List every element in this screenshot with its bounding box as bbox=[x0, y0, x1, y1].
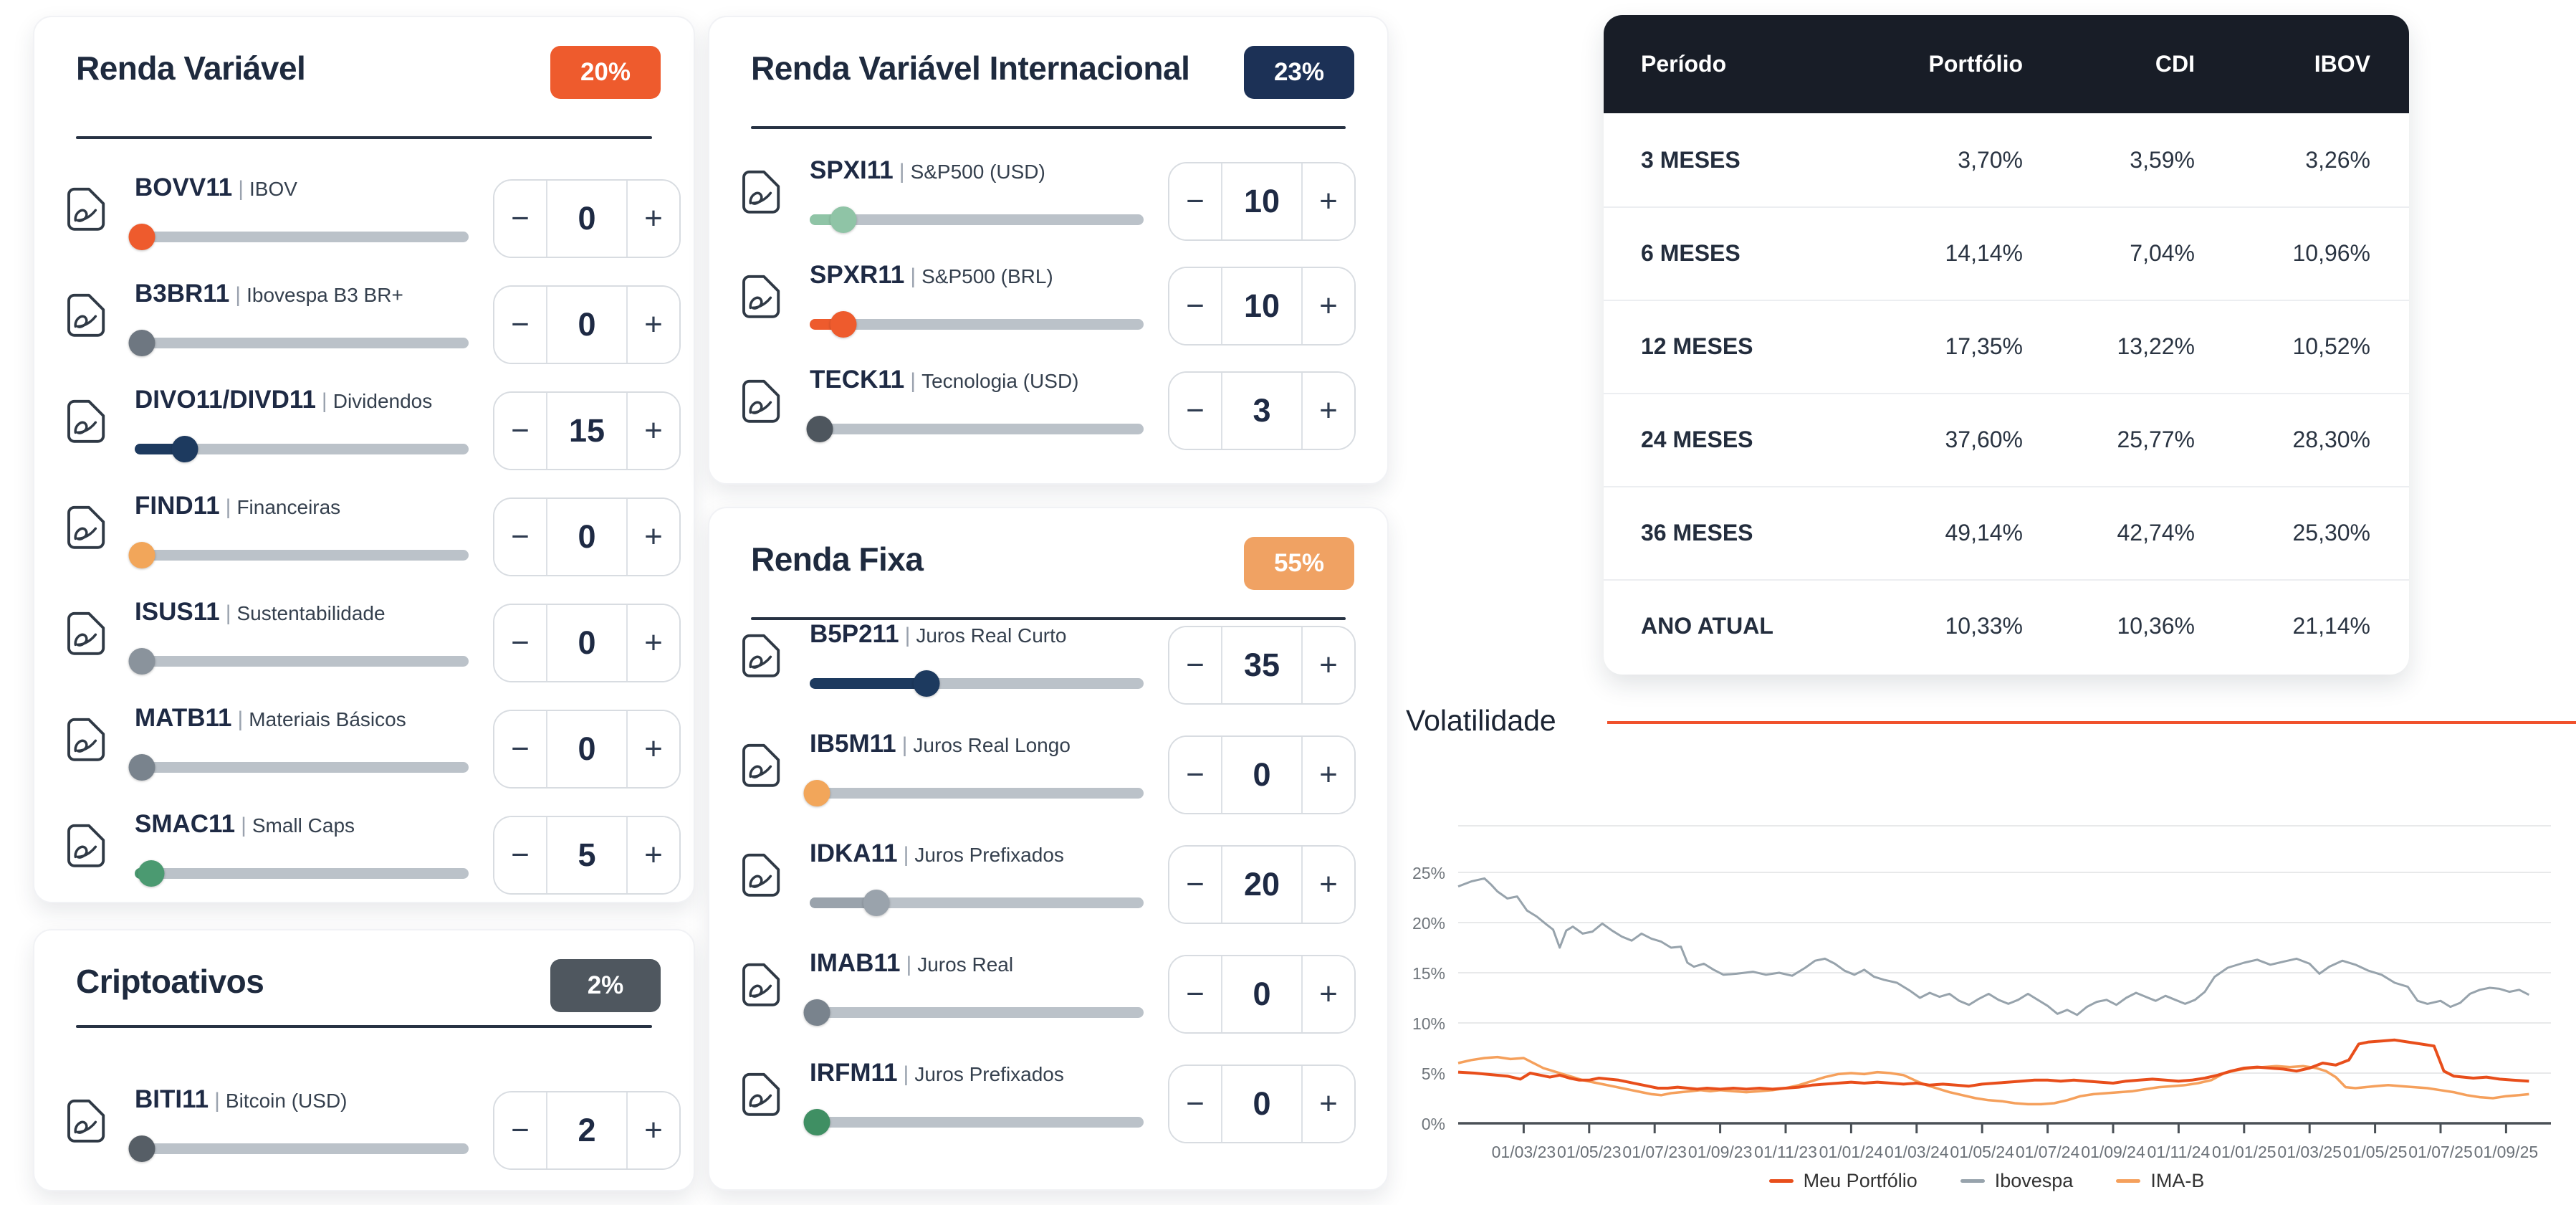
decrement-button[interactable]: − bbox=[494, 817, 546, 893]
card-divider bbox=[76, 1025, 652, 1028]
period-cell: ANO ATUAL bbox=[1641, 612, 1773, 639]
asset-label bbox=[135, 386, 432, 414]
allocation-value: 35 bbox=[1221, 627, 1303, 703]
quantity-stepper bbox=[1168, 1065, 1356, 1143]
label-separator: | bbox=[903, 1062, 909, 1086]
allocation-value: 10 bbox=[1221, 163, 1303, 239]
asset-ticker: IRFM11 bbox=[810, 1059, 898, 1087]
value-cell: 17,35% bbox=[1945, 333, 2023, 359]
label-separator: | bbox=[237, 708, 244, 731]
allocation-value: 0 bbox=[1221, 737, 1303, 813]
slider-thumb[interactable] bbox=[914, 670, 940, 697]
label-separator: | bbox=[910, 369, 916, 393]
slider-thumb[interactable] bbox=[129, 542, 155, 568]
asset-description: Sustentabilidade bbox=[236, 602, 386, 624]
value-cell: 10,33% bbox=[1945, 612, 2023, 639]
slider-track[interactable] bbox=[810, 424, 1144, 434]
asset-ticker: B3BR11 bbox=[135, 280, 230, 308]
decrement-button[interactable]: − bbox=[494, 1092, 546, 1168]
allocation-percent-badge: 2% bbox=[550, 959, 661, 1012]
decrement-button[interactable]: − bbox=[1169, 627, 1221, 703]
pdf-file-icon[interactable] bbox=[734, 1069, 784, 1119]
value-cell: 37,60% bbox=[1945, 426, 2023, 452]
asset-ticker: SMAC11 bbox=[135, 810, 236, 838]
slider-thumb[interactable] bbox=[129, 754, 155, 781]
period-cell: 24 MESES bbox=[1641, 426, 1753, 452]
asset-row-b5p211 bbox=[709, 614, 1387, 715]
pdf-file-icon[interactable] bbox=[59, 396, 109, 446]
slider-track[interactable] bbox=[135, 232, 469, 242]
allocation-value: 0 bbox=[546, 605, 628, 681]
quantity-stepper bbox=[1168, 267, 1356, 346]
allocation-percent-badge: 23% bbox=[1244, 46, 1354, 99]
slider-fill bbox=[810, 678, 927, 689]
asset-label bbox=[810, 949, 1013, 978]
label-separator: | bbox=[901, 733, 908, 757]
asset-description: Juros Real Longo bbox=[913, 734, 1071, 756]
value-cell: 42,74% bbox=[2117, 519, 2195, 546]
increment-button[interactable]: + bbox=[628, 817, 679, 893]
decrement-button[interactable]: − bbox=[1169, 268, 1221, 344]
chart-tick-label: 01/03/23 bbox=[1491, 1143, 1556, 1161]
asset-ticker: SPXI11 bbox=[810, 156, 894, 184]
column-header-per-odo: Período bbox=[1641, 51, 1727, 77]
value-cell: 10,96% bbox=[2292, 239, 2370, 266]
card-divider bbox=[751, 126, 1346, 129]
value-cell: 49,14% bbox=[1945, 519, 2023, 546]
asset-label bbox=[810, 261, 1053, 290]
allocation-slider[interactable] bbox=[810, 780, 1144, 806]
chart-tick-label: 0% bbox=[1421, 1115, 1445, 1133]
asset-label bbox=[135, 810, 355, 839]
pdf-file-icon[interactable] bbox=[59, 1095, 109, 1146]
increment-button[interactable]: + bbox=[628, 393, 679, 469]
value-cell: 7,04% bbox=[2130, 239, 2195, 266]
slider-track[interactable] bbox=[810, 319, 1144, 330]
asset-row-find11 bbox=[34, 486, 694, 586]
chart-tick-label: 01/11/24 bbox=[2147, 1143, 2211, 1161]
card-renda-vari-vel-internacional bbox=[708, 16, 1389, 485]
legend-item-ibovespa bbox=[1960, 1170, 2074, 1192]
series-meu-portf-lio bbox=[1458, 1040, 2529, 1090]
increment-button[interactable]: + bbox=[628, 181, 679, 257]
card-title: Renda Variável Internacional bbox=[751, 49, 1190, 87]
increment-button[interactable]: + bbox=[1303, 268, 1354, 344]
label-separator: | bbox=[910, 265, 916, 288]
slider-track[interactable] bbox=[135, 656, 469, 667]
allocation-slider[interactable] bbox=[810, 670, 1144, 696]
decrement-button[interactable]: − bbox=[494, 711, 546, 787]
asset-description: Juros Prefixados bbox=[914, 844, 1064, 866]
slider-thumb[interactable] bbox=[804, 780, 830, 806]
allocation-value: 0 bbox=[546, 499, 628, 575]
pdf-file-icon[interactable] bbox=[734, 376, 784, 426]
quantity-stepper bbox=[493, 1091, 681, 1170]
allocation-slider[interactable] bbox=[810, 416, 1144, 442]
allocation-percent-badge: 55% bbox=[1244, 537, 1354, 590]
asset-ticker: BITI11 bbox=[135, 1085, 209, 1113]
slider-thumb[interactable] bbox=[804, 999, 830, 1026]
label-separator: | bbox=[321, 389, 327, 413]
chart-tick-label: 01/01/24 bbox=[1819, 1143, 1884, 1161]
asset-description: Dividendos bbox=[332, 390, 433, 412]
asset-description: Juros Prefixados bbox=[914, 1063, 1064, 1085]
allocation-percent-badge: 20% bbox=[550, 46, 661, 99]
asset-label bbox=[135, 492, 340, 520]
increment-button[interactable]: + bbox=[1303, 627, 1354, 703]
asset-label bbox=[810, 366, 1079, 394]
legend-item-ima-b bbox=[2116, 1170, 2204, 1192]
volatility-accent-line bbox=[1607, 721, 2576, 724]
value-cell: 25,77% bbox=[2117, 426, 2195, 452]
asset-description: Small Caps bbox=[252, 814, 355, 837]
column-header-ibov: IBOV bbox=[2314, 51, 2370, 77]
allocation-value: 0 bbox=[1221, 1066, 1303, 1142]
slider-thumb[interactable] bbox=[129, 224, 155, 250]
asset-label bbox=[810, 839, 1064, 868]
quantity-stepper bbox=[1168, 371, 1356, 450]
value-cell: 3,59% bbox=[2130, 146, 2195, 173]
allocation-slider[interactable] bbox=[135, 224, 469, 249]
pdf-file-icon[interactable] bbox=[59, 502, 109, 552]
allocation-slider[interactable] bbox=[810, 999, 1144, 1025]
period-cell: 12 MESES bbox=[1641, 333, 1753, 359]
legend-color-dash bbox=[1769, 1179, 1794, 1183]
chart-tick-label: 20% bbox=[1412, 914, 1445, 933]
slider-thumb[interactable] bbox=[129, 648, 155, 675]
value-cell: 13,22% bbox=[2117, 333, 2195, 359]
asset-label bbox=[810, 730, 1071, 758]
quantity-stepper bbox=[493, 816, 681, 895]
period-cell: 36 MESES bbox=[1641, 519, 1753, 546]
card-criptoativos bbox=[33, 929, 695, 1191]
slider-thumb[interactable] bbox=[138, 860, 165, 887]
chart-tick-label: 01/07/24 bbox=[2015, 1143, 2080, 1161]
increment-button[interactable]: + bbox=[628, 605, 679, 681]
asset-row-ib5m11 bbox=[709, 724, 1387, 824]
label-separator: | bbox=[903, 843, 909, 867]
allocation-slider[interactable] bbox=[135, 754, 469, 780]
allocation-value: 0 bbox=[1221, 956, 1303, 1032]
slider-track[interactable] bbox=[135, 868, 469, 879]
asset-row-matb11 bbox=[34, 698, 694, 799]
asset-label bbox=[810, 1059, 1064, 1087]
legend-label: Meu Portfólio bbox=[1803, 1170, 1917, 1191]
label-separator: | bbox=[899, 160, 905, 184]
decrement-button[interactable]: − bbox=[1169, 1066, 1221, 1142]
card-title: Renda Variável bbox=[76, 49, 306, 87]
legend-item-meu-portf-lio bbox=[1769, 1170, 1917, 1192]
allocation-slider[interactable] bbox=[135, 330, 469, 356]
asset-ticker: MATB11 bbox=[135, 704, 232, 732]
slider-track[interactable] bbox=[135, 550, 469, 561]
asset-description: Juros Real bbox=[917, 953, 1014, 976]
chart-tick-label: 01/07/25 bbox=[2408, 1143, 2473, 1161]
slider-thumb[interactable] bbox=[172, 436, 198, 462]
asset-label bbox=[135, 173, 297, 202]
asset-description: Bitcoin (USD) bbox=[225, 1090, 348, 1112]
chart-tick-label: 5% bbox=[1421, 1065, 1445, 1083]
quantity-stepper bbox=[493, 497, 681, 576]
quantity-stepper bbox=[1168, 735, 1356, 814]
asset-description: Financeiras bbox=[236, 496, 341, 518]
slider-track[interactable] bbox=[810, 788, 1144, 799]
allocation-slider[interactable] bbox=[135, 1135, 469, 1161]
asset-ticker: IMAB11 bbox=[810, 949, 901, 977]
increment-button[interactable]: + bbox=[628, 1092, 679, 1168]
slider-track[interactable] bbox=[135, 338, 469, 348]
performance-table bbox=[1604, 15, 2409, 675]
asset-row-divo11-divd11 bbox=[34, 380, 694, 480]
chart-tick-label: 01/09/24 bbox=[2081, 1143, 2145, 1161]
chart-legend bbox=[1541, 1170, 2433, 1192]
allocation-value: 20 bbox=[1221, 847, 1303, 923]
allocation-slider[interactable] bbox=[135, 436, 469, 462]
decrement-button[interactable]: − bbox=[1169, 847, 1221, 923]
asset-ticker: BOVV11 bbox=[135, 173, 233, 201]
increment-button[interactable]: + bbox=[1303, 956, 1354, 1032]
card-renda-fixa bbox=[708, 507, 1389, 1191]
asset-description: Juros Real Curto bbox=[916, 624, 1067, 647]
value-cell: 3,70% bbox=[1958, 146, 2023, 173]
table-row bbox=[1604, 393, 2409, 486]
quantity-stepper bbox=[1168, 626, 1356, 705]
label-separator: | bbox=[225, 495, 231, 519]
slider-track[interactable] bbox=[135, 762, 469, 773]
increment-button[interactable]: + bbox=[628, 287, 679, 363]
asset-ticker: DIVO11/DIVD11 bbox=[135, 386, 316, 414]
slider-thumb[interactable] bbox=[129, 1135, 155, 1162]
chart-tick-label: 01/07/23 bbox=[1622, 1143, 1687, 1161]
column-header-portf-lio: Portfólio bbox=[1928, 51, 2023, 77]
slider-thumb[interactable] bbox=[804, 1109, 830, 1135]
value-cell: 14,14% bbox=[1945, 239, 2023, 266]
label-separator: | bbox=[238, 177, 244, 201]
asset-ticker: SPXR11 bbox=[810, 261, 905, 289]
asset-label bbox=[135, 1085, 348, 1114]
decrement-button[interactable]: − bbox=[1169, 737, 1221, 813]
table-header bbox=[1604, 15, 2409, 113]
quantity-stepper bbox=[493, 285, 681, 364]
slider-thumb[interactable] bbox=[863, 890, 890, 916]
asset-label bbox=[135, 598, 386, 627]
label-separator: | bbox=[241, 814, 246, 837]
volatility-chart bbox=[1397, 803, 2576, 1205]
legend-color-dash bbox=[2116, 1179, 2140, 1183]
slider-track[interactable] bbox=[810, 1117, 1144, 1128]
decrement-button[interactable]: − bbox=[1169, 373, 1221, 449]
decrement-button[interactable]: − bbox=[494, 287, 546, 363]
chart-tick-label: 01/01/25 bbox=[2212, 1143, 2276, 1161]
asset-label bbox=[810, 156, 1045, 185]
decrement-button[interactable]: − bbox=[494, 393, 546, 469]
pdf-file-icon[interactable] bbox=[59, 714, 109, 764]
value-cell: 10,52% bbox=[2292, 333, 2370, 359]
pdf-file-icon[interactable] bbox=[734, 740, 784, 790]
pdf-file-icon[interactable] bbox=[734, 166, 784, 216]
table-row bbox=[1604, 486, 2409, 579]
allocation-slider[interactable] bbox=[135, 860, 469, 886]
chart-tick-label: 25% bbox=[1412, 864, 1445, 882]
chart-tick-label: 10% bbox=[1412, 1014, 1445, 1033]
period-cell: 6 MESES bbox=[1641, 239, 1741, 266]
slider-thumb[interactable] bbox=[807, 416, 833, 442]
table-row bbox=[1604, 113, 2409, 206]
asset-label bbox=[135, 704, 406, 733]
chart-tick-label: 01/05/24 bbox=[1950, 1143, 2014, 1161]
decrement-button[interactable]: − bbox=[1169, 956, 1221, 1032]
legend-label: IMA-B bbox=[2150, 1170, 2205, 1191]
chart-tick-label: 01/05/23 bbox=[1557, 1143, 1622, 1161]
chart-tick-label: 01/09/25 bbox=[2474, 1143, 2539, 1161]
asset-row-spxr11 bbox=[709, 255, 1387, 356]
card-title: Renda Fixa bbox=[751, 540, 924, 578]
period-cell: 3 MESES bbox=[1641, 146, 1741, 173]
asset-row-bovv11 bbox=[34, 168, 694, 268]
chart-tick-label: 01/11/23 bbox=[1754, 1143, 1817, 1161]
asset-ticker: IDKA11 bbox=[810, 839, 898, 867]
asset-description: Tecnologia (USD) bbox=[921, 370, 1079, 392]
asset-ticker: TECK11 bbox=[810, 366, 905, 394]
asset-row-isus11 bbox=[34, 592, 694, 692]
allocation-value: 0 bbox=[546, 181, 628, 257]
asset-row-imab11 bbox=[709, 943, 1387, 1044]
card-title: Criptoativos bbox=[76, 963, 264, 1000]
quantity-stepper bbox=[493, 710, 681, 789]
table-row bbox=[1604, 206, 2409, 300]
chart-tick-label: 15% bbox=[1412, 964, 1445, 983]
value-cell: 3,26% bbox=[2305, 146, 2370, 173]
card-renda-vari-vel bbox=[33, 16, 695, 903]
decrement-button[interactable]: − bbox=[494, 181, 546, 257]
card-divider bbox=[76, 136, 652, 139]
quantity-stepper bbox=[1168, 845, 1356, 924]
slider-track[interactable] bbox=[810, 1007, 1144, 1018]
asset-row-b3br11 bbox=[34, 274, 694, 374]
increment-button[interactable]: + bbox=[1303, 163, 1354, 239]
volatility-section-title: Volatilidade bbox=[1406, 704, 1556, 737]
asset-ticker: FIND11 bbox=[135, 492, 220, 520]
allocation-slider[interactable] bbox=[810, 311, 1144, 337]
increment-button[interactable]: + bbox=[628, 499, 679, 575]
allocation-value: 0 bbox=[546, 711, 628, 787]
chart-tick-label: 01/05/25 bbox=[2342, 1143, 2408, 1161]
increment-button[interactable]: + bbox=[1303, 373, 1354, 449]
decrement-button[interactable]: − bbox=[494, 499, 546, 575]
quantity-stepper bbox=[493, 391, 681, 470]
quantity-stepper bbox=[1168, 955, 1356, 1034]
legend-label: Ibovespa bbox=[1994, 1170, 2074, 1191]
allocation-value: 10 bbox=[1221, 268, 1303, 344]
allocation-value: 15 bbox=[546, 393, 628, 469]
increment-button[interactable]: + bbox=[1303, 847, 1354, 923]
asset-row-spxi11 bbox=[709, 151, 1387, 251]
pdf-file-icon[interactable] bbox=[734, 630, 784, 680]
slider-thumb[interactable] bbox=[830, 311, 857, 338]
slider-thumb[interactable] bbox=[830, 206, 857, 233]
increment-button[interactable]: + bbox=[1303, 1066, 1354, 1142]
chart-tick-label: 01/03/24 bbox=[1885, 1143, 1949, 1161]
value-cell: 25,30% bbox=[2292, 519, 2370, 546]
decrement-button[interactable]: − bbox=[494, 605, 546, 681]
asset-label bbox=[810, 620, 1066, 649]
decrement-button[interactable]: − bbox=[1169, 163, 1221, 239]
asset-description: IBOV bbox=[249, 178, 297, 200]
asset-ticker: ISUS11 bbox=[135, 598, 220, 626]
asset-ticker: IB5M11 bbox=[810, 730, 896, 758]
pdf-file-icon[interactable] bbox=[59, 184, 109, 234]
series-ibovespa bbox=[1458, 878, 2529, 1014]
quantity-stepper bbox=[493, 179, 681, 258]
asset-row-smac11 bbox=[34, 804, 694, 905]
label-separator: | bbox=[235, 283, 241, 307]
table-row bbox=[1604, 300, 2409, 393]
asset-row-teck11 bbox=[709, 360, 1387, 460]
column-header-cdi: CDI bbox=[2155, 51, 2195, 77]
label-separator: | bbox=[906, 953, 912, 976]
allocation-slider[interactable] bbox=[135, 648, 469, 674]
increment-button[interactable]: + bbox=[1303, 737, 1354, 813]
asset-row-irfm11 bbox=[709, 1053, 1387, 1153]
allocation-value: 3 bbox=[1221, 373, 1303, 449]
slider-thumb[interactable] bbox=[129, 330, 155, 356]
pdf-file-icon[interactable] bbox=[59, 820, 109, 870]
asset-label bbox=[135, 280, 403, 308]
asset-description: Ibovespa B3 BR+ bbox=[246, 284, 403, 306]
increment-button[interactable]: + bbox=[628, 711, 679, 787]
asset-ticker: B5P211 bbox=[810, 620, 899, 648]
value-cell: 10,36% bbox=[2117, 612, 2195, 639]
pdf-file-icon[interactable] bbox=[734, 959, 784, 1009]
allocation-slider[interactable] bbox=[810, 890, 1144, 915]
table-row bbox=[1604, 579, 2409, 672]
allocation-value: 5 bbox=[546, 817, 628, 893]
value-cell: 21,14% bbox=[2292, 612, 2370, 639]
allocation-value: 0 bbox=[546, 287, 628, 363]
chart-tick-label: 01/03/25 bbox=[2277, 1143, 2342, 1161]
asset-description: S&P500 (USD) bbox=[910, 161, 1045, 183]
label-separator: | bbox=[904, 624, 911, 647]
allocation-value: 2 bbox=[546, 1092, 628, 1168]
value-cell: 28,30% bbox=[2292, 426, 2370, 452]
slider-track[interactable] bbox=[810, 214, 1144, 225]
allocation-slider[interactable] bbox=[810, 1109, 1144, 1135]
asset-description: Materiais Básicos bbox=[249, 708, 406, 730]
pdf-file-icon[interactable] bbox=[59, 290, 109, 340]
pdf-file-icon[interactable] bbox=[734, 271, 784, 321]
asset-row-idka11 bbox=[709, 834, 1387, 934]
slider-track[interactable] bbox=[135, 1143, 469, 1154]
chart-tick-label: 01/09/23 bbox=[1687, 1143, 1753, 1161]
asset-description: S&P500 (BRL) bbox=[921, 265, 1053, 287]
asset-row-biti11 bbox=[34, 1080, 694, 1180]
allocation-slider[interactable] bbox=[810, 206, 1144, 232]
pdf-file-icon[interactable] bbox=[734, 849, 784, 900]
label-separator: | bbox=[214, 1089, 220, 1113]
legend-color-dash bbox=[1960, 1179, 1985, 1183]
pdf-file-icon[interactable] bbox=[59, 608, 109, 658]
quantity-stepper bbox=[1168, 162, 1356, 241]
allocation-slider[interactable] bbox=[135, 542, 469, 568]
label-separator: | bbox=[225, 601, 231, 625]
quantity-stepper bbox=[493, 604, 681, 682]
